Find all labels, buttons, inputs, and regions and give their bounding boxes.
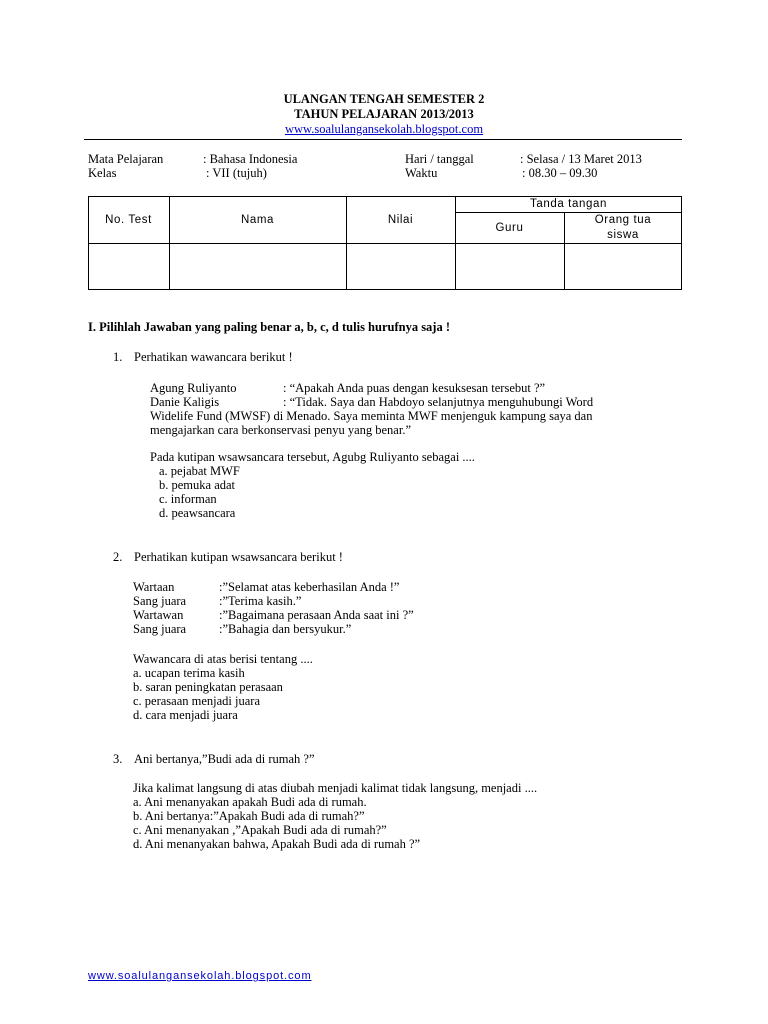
q3-question: Jika kalimat langsung di atas diubah menjadi kalimat tidak langsung, menjadi .... [133,781,538,795]
q2-option-d: d. cara menjadi juara [133,708,238,722]
q1-line4: mengajarkan cara berkonservasi penyu yang benar.” [150,423,411,437]
q2-dialog-text: :”Selamat atas keberhasilan Anda !” [219,580,400,594]
q3-option-d: d. Ani menanyakan bahwa, Apakah Budi ada di rumah ?” [133,837,421,851]
q1-option-d: d. peawsancara [159,506,236,520]
table-divider [88,243,682,244]
q3-prompt: Ani bertanya,”Budi ada di rumah ?” [134,752,315,766]
q3-option-b: b. Ani bertanya:”Apakah Budi ada di rumah?” [133,809,365,823]
col-tanda-tangan: Tanda tangan [530,198,607,210]
q2-dialog-text: :”Bagaimana perasaan Anda saat ini ?” [219,608,414,622]
q2-speaker: Wartaan [133,580,175,594]
header-website-link[interactable]: www.soalulangansekolah.blogspot.com [284,122,484,136]
q1-prompt: Perhatikan wawancara berikut ! [134,350,293,364]
q1-speaker2: Danie Kaligis [150,395,220,409]
q2-option-b: b. saran peningkatan perasaan [133,680,283,694]
q1-line3: Widelife Fund (MWSF) di Menado. Saya meminta MWF menjenguk kampung saya dan [150,409,593,423]
col-nama: Nama [240,214,275,226]
q2-question: Wawancara di atas berisi tentang .... [133,652,313,666]
section-heading: I. Pilihlah Jawaban yang paling benar a, b, c, d tulis hurufnya saja ! [88,320,451,334]
subject-label: Mata Pelajaran [88,152,164,166]
q1-option-a: a. pejabat MWF [159,464,240,478]
day-value: : Selasa / 13 Maret 2013 [520,152,642,166]
q2-prompt: Perhatikan kutipan wsawsancara berikut ! [134,550,343,564]
q1-option-c: c. informan [159,492,217,506]
q2-speaker: Sang juara [133,622,187,636]
q2-speaker: Wartawan [133,608,184,622]
q1-speaker1: Agung Ruliyanto [150,381,237,395]
col-siswa: siswa [607,229,639,241]
q3-option-a: a. Ani menanyakan apakah Budi ada di rumah. [133,795,367,809]
q1-option-b: b. pemuka adat [159,478,236,492]
q2-speaker: Sang juara [133,594,187,608]
q1-question: Pada kutipan wsawsancara tersebut, Agubg Ruliyanto sebagai .... [150,450,475,464]
header-website-row [0,122,768,137]
col-no-test: No. Test [105,214,152,226]
time-value: : 08.30 – 09.30 [522,166,598,180]
header-divider [84,139,682,140]
exam-title: ULANGAN TENGAH SEMESTER 2 [283,92,485,106]
q2-number: 2. [113,550,123,564]
q2-option-c: c. perasaan menjadi juara [133,694,261,708]
col-orang-tua: Orang tua [594,214,652,226]
footer-website-link[interactable]: www.soalulangansekolah.blogspot.com [88,970,312,982]
col-nilai: Nilai [387,214,414,226]
q3-number: 3. [113,752,123,766]
class-label: Kelas [88,166,117,180]
subject-value: : Bahasa Indonesia [203,152,298,166]
day-label: Hari / tanggal [405,152,474,166]
q2-dialog-text: :”Terima kasih.” [219,594,302,608]
academic-year: TAHUN PELAJARAN 2013/2013 [294,107,474,121]
col-guru: Guru [495,222,524,234]
time-label: Waktu [405,166,438,180]
q1-line1: : “Apakah Anda puas dengan kesuksesan tersebut ?” [283,381,546,395]
q1-number: 1. [113,350,123,364]
q1-line2: : “Tidak. Saya dan Habdoyo selanjutnya menguhubungi Word [283,395,594,409]
q2-option-a: a. ucapan terima kasih [133,666,245,680]
class-value: : VII (tujuh) [206,166,267,180]
q3-option-c: c. Ani menanyakan ,”Apakah Budi ada di rumah?” [133,823,387,837]
q2-dialog-text: :”Bahagia dan bersyukur.” [219,622,352,636]
